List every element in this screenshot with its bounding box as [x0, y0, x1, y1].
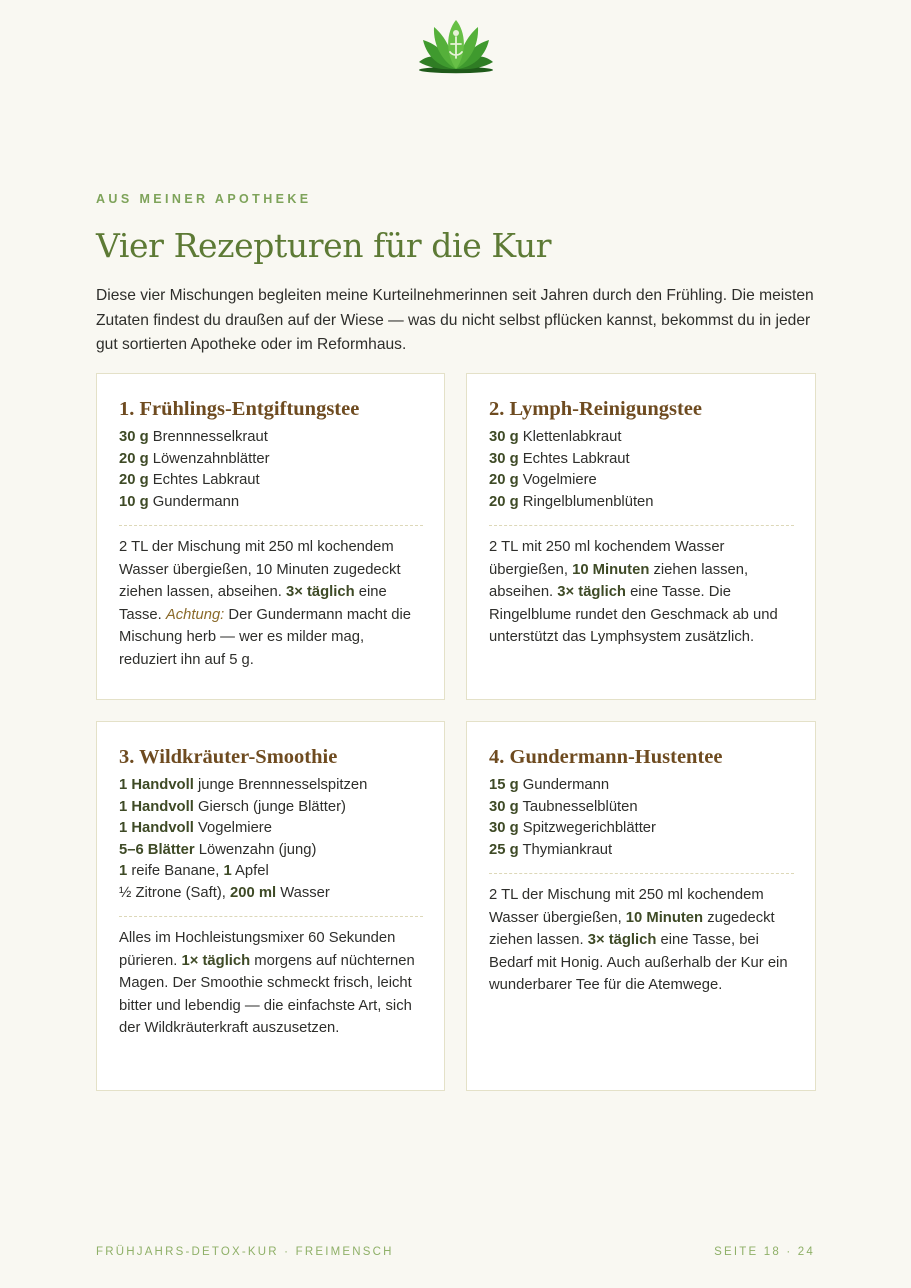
ingredient-item: 30 g Taubnesselblüten	[489, 798, 638, 815]
emphasis-text: 10 g	[119, 493, 149, 510]
ingredient-item: 1 Handvoll Vogelmiere	[119, 820, 272, 836]
ingredient-item: 1 Handvoll Giersch (junge Blätter)	[119, 798, 346, 815]
emphasis-text: 10 Minuten	[625, 909, 704, 926]
ingredient-item: 20 g Ringelblumenblüten	[489, 493, 654, 510]
emphasis-text: 1	[223, 863, 232, 879]
ingredient-item: 1 Handvoll junge Brennnesselspitzen	[119, 777, 368, 793]
ingredient-item: 25 g Thymiankraut	[489, 841, 613, 858]
emphasis-text: 1 Handvoll	[119, 820, 194, 836]
recipe-method: Alles im Hochleistungsmixer 60 Sekunden pürieren. 1× täglich morgens auf nüchternen Magen. Der Smoothie schmeckt frisch, leicht bitter und lebendig — die einfachste Art, sich der Wildkräuterkraft auszusetzen.	[119, 930, 415, 1036]
emphasis-text: 5–6 Blätter	[119, 841, 195, 858]
ingredient-item: 10 g Gundermann	[119, 493, 240, 510]
recipe-method: 2 TL der Mischung mit 250 ml kochendem Wasser übergießen, 10 Minuten zugedeckt ziehen lassen, abseihen. 3× täglich eine Tasse. Achtung: Der Gundermann macht die Mischung herb — wer es milder mag, reduziert ihn auf 5 g.	[119, 539, 412, 668]
emphasis-text: 1 Handvoll	[119, 777, 194, 793]
ingredient-item: 1 reife Banane, 1 Apfel	[119, 863, 269, 879]
ingredient-item: 15 g Gundermann	[489, 777, 610, 793]
page-title: Vier Rezepturen für die Kur	[96, 226, 552, 265]
recipe-method: 2 TL mit 250 ml kochendem Wasser übergießen, 10 Minuten ziehen lassen, abseihen. 3× täglich eine Tasse. Die Ringelblume rundet den Geschmack ab und unterstützt das Lymphsystem zusätzlich.	[489, 539, 778, 645]
ingredient-item: 30 g Klettenlabkraut	[489, 429, 622, 445]
ingredient-item: 30 g Spitzwegerichblätter	[489, 820, 656, 836]
emphasis-text: 15 g	[489, 777, 519, 793]
emphasis-text: 20 g	[119, 472, 149, 488]
emphasis-text: 30 g	[489, 820, 519, 836]
recipe-card	[466, 721, 816, 1091]
ingredient-item: 30 g Echtes Labkraut	[489, 450, 630, 467]
footer-publication: FRÜHJAHRS-DETOX-KUR · FREIMENSCH	[96, 1246, 394, 1258]
emphasis-text: 30 g	[489, 429, 519, 445]
lotus-icon	[417, 18, 495, 74]
intro-paragraph: Diese vier Mischungen begleiten meine Kurteilnehmerinnen seit Jahren durch den Frühling. Die meisten Zutaten findest du draußen auf der Wiese — was du nicht selbst pflücken kannst, bekommst du in jeder gut sortierten Apotheke oder im Reformhaus.	[96, 287, 814, 353]
ingredient-list	[489, 775, 794, 861]
emphasis-text: 1 Handvoll	[119, 798, 194, 815]
ingredient-list	[119, 775, 423, 904]
emphasis-text: 20 g	[119, 450, 149, 467]
divider	[489, 873, 794, 874]
ingredient-item: 20 g Echtes Labkraut	[119, 472, 260, 488]
recipe-card	[96, 721, 445, 1091]
divider	[119, 525, 423, 526]
footer-page-number: SEITE 18 · 24	[714, 1246, 815, 1258]
divider	[119, 916, 423, 917]
emphasis-text: 25 g	[489, 841, 519, 858]
ingredient-item: 30 g Brennnesselkraut	[119, 429, 268, 445]
emphasis-text: 200 ml	[230, 884, 277, 901]
warning-label: Achtung:	[165, 606, 225, 623]
recipe-card	[466, 373, 816, 700]
ingredient-item: 20 g Vogelmiere	[489, 472, 597, 488]
emphasis-text: 30 g	[119, 429, 149, 445]
emphasis-text: 1× täglich	[181, 952, 251, 969]
ingredient-item: 20 g Löwenzahnblätter	[119, 450, 270, 467]
recipe-title: 2. Lymph-Reinigungstee	[489, 398, 702, 420]
emphasis-text: 3× täglich	[587, 932, 657, 948]
section-eyebrow: AUS MEINER APOTHEKE	[96, 192, 312, 206]
recipe-title: 1. Frühlings-Entgiftungstee	[119, 398, 360, 420]
emphasis-text: 30 g	[489, 450, 519, 467]
recipe-title: 3. Wildkräuter-Smoothie	[119, 746, 338, 768]
divider	[489, 525, 794, 526]
emphasis-text: 30 g	[489, 798, 519, 815]
ingredient-list	[119, 427, 423, 513]
recipe-method: 2 TL der Mischung mit 250 ml kochendem Wasser übergießen, 10 Minuten zugedeckt ziehen lassen. 3× täglich eine Tasse, bei Bedarf mit Honig. Auch außerhalb der Kur ein wunderbarer Tee für die Atemwege.	[489, 887, 788, 993]
recipe-card	[96, 373, 445, 700]
emphasis-text: 3× täglich	[286, 584, 355, 600]
recipe-title: 4. Gundermann-Hustentee	[489, 746, 723, 768]
ingredient-list	[489, 427, 794, 513]
emphasis-text: 20 g	[489, 472, 519, 488]
emphasis-text: 20 g	[489, 493, 519, 510]
ingredient-item: ½ Zitrone (Saft), 200 ml Wasser	[119, 884, 330, 901]
emphasis-text: 10 Minuten	[572, 561, 650, 578]
emphasis-text: 3× täglich	[557, 584, 626, 600]
emphasis-text: 1	[119, 863, 128, 879]
ingredient-item: 5–6 Blätter Löwenzahn (jung)	[119, 841, 317, 858]
